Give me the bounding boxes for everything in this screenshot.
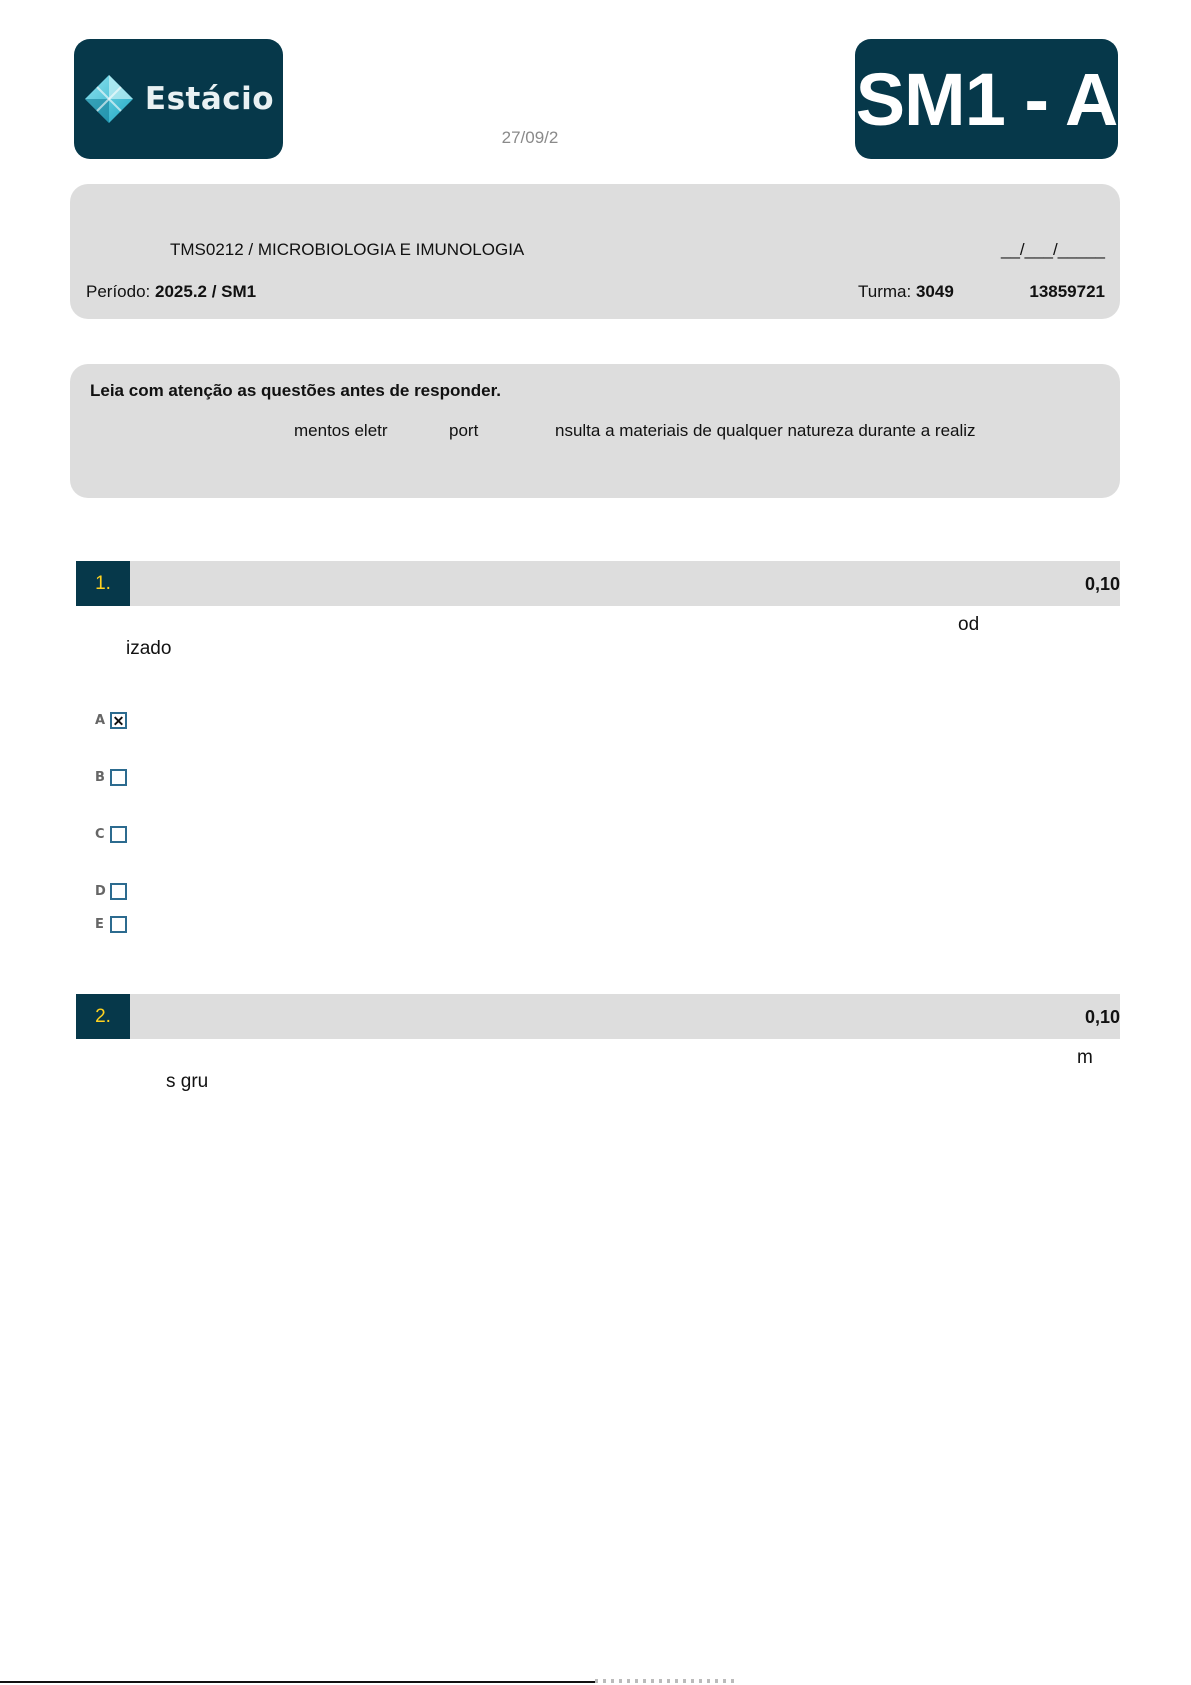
question-text-fragment: od <box>958 614 980 635</box>
period-value: 2025.2 / SM1 <box>155 282 257 301</box>
period-label: Período: <box>86 282 151 301</box>
class-field <box>858 282 954 302</box>
logo-wordmark: Estácio <box>144 81 275 117</box>
option-d[interactable] <box>95 883 127 900</box>
student-id: 13859721 <box>1029 282 1105 301</box>
estacio-emblem-icon <box>83 73 135 125</box>
instructions-fragment: nsulta a materiais de qualquer natureza durante a realiz <box>555 421 976 440</box>
exam-date: 27/09/2 <box>501 128 559 147</box>
question-header-bar <box>76 561 1120 606</box>
option-b[interactable] <box>95 769 127 786</box>
question-number: 1. <box>76 561 130 606</box>
question-text-fragment: m <box>1077 1047 1093 1068</box>
footer-barcode <box>595 1679 735 1683</box>
exam-code-badge: SM1 - A <box>855 39 1118 159</box>
option-c-checkbox[interactable] <box>110 826 127 843</box>
option-letter: D <box>95 884 106 899</box>
institution-logo <box>74 39 283 159</box>
instructions-title: Leia com atenção as questões antes de responder. <box>90 381 501 400</box>
footer-rule <box>0 1681 595 1683</box>
question-number: 2. <box>76 994 130 1039</box>
course-title: TMS0212 / MICROBIOLOGIA E IMUNOLOGIA <box>170 240 525 259</box>
question-points: 0,10 <box>1084 574 1120 594</box>
date-blank: __/___/_____ <box>1001 240 1105 259</box>
instructions-fragment: port <box>449 421 479 440</box>
option-letter: C <box>95 827 105 842</box>
class-label: Turma: <box>858 282 912 301</box>
option-d-checkbox[interactable] <box>110 883 127 900</box>
option-e[interactable] <box>95 916 127 933</box>
question-header-bar <box>76 994 1120 1039</box>
option-a-checkbox[interactable]: ✕ <box>110 712 127 729</box>
question-text-fragment: izado <box>126 638 172 659</box>
question-text-fragment: s gru <box>166 1071 209 1092</box>
option-e-checkbox[interactable] <box>110 916 127 933</box>
option-a[interactable] <box>95 712 127 729</box>
option-letter: B <box>95 770 105 785</box>
option-letter: A <box>95 713 106 728</box>
option-letter: E <box>95 917 104 932</box>
instructions-fragment: mentos eletr <box>294 421 388 440</box>
option-c[interactable] <box>95 826 127 843</box>
class-value: 3049 <box>915 282 954 301</box>
question-points: 0,10 <box>1084 1007 1120 1027</box>
option-b-checkbox[interactable] <box>110 769 127 786</box>
period-field <box>86 282 256 302</box>
